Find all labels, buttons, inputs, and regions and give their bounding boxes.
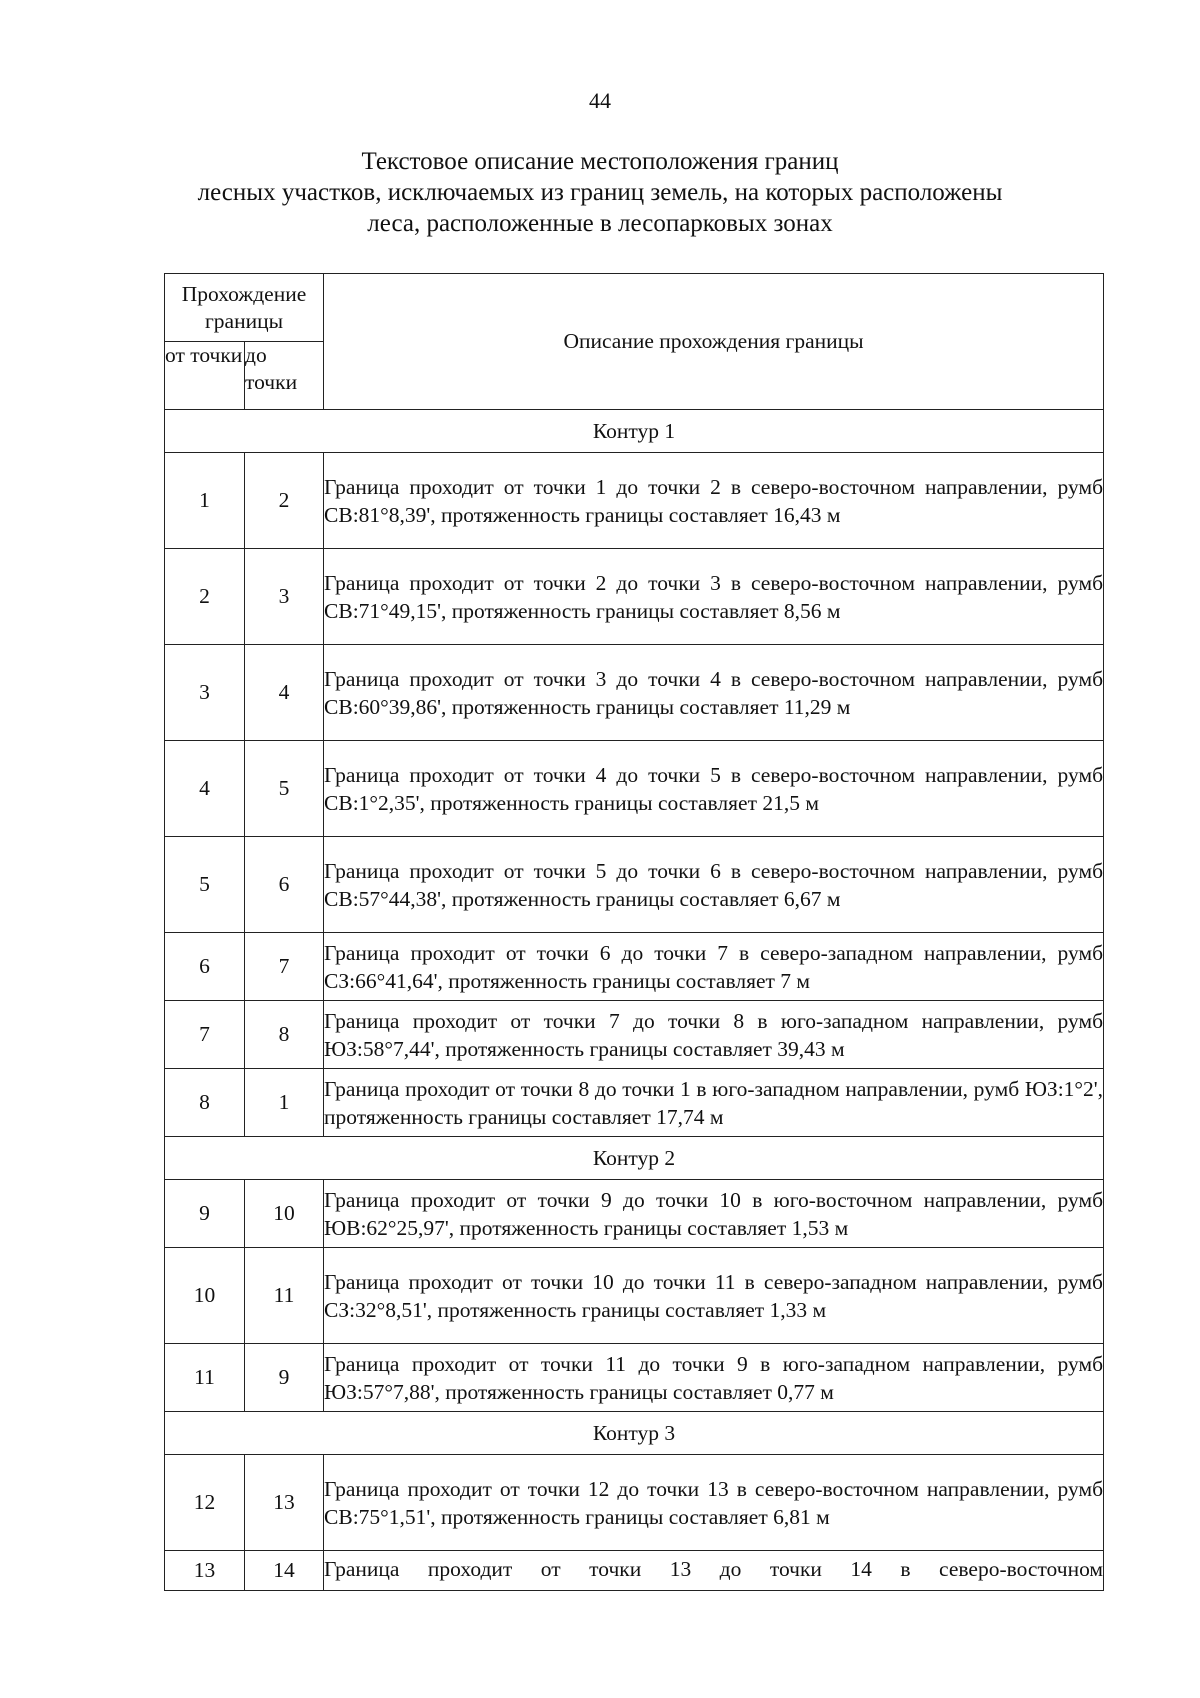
title-line-2: лесных участков, исключаемых из границ земель, на которых расположены <box>197 179 1003 206</box>
boundary-description: Граница проходит от точки 6 до точки 7 в северо-западном направлении, румб СЗ:66°41,64', протяженность границы составляет 7 м <box>324 933 1104 1001</box>
boundary-description: Граница проходит от точки 10 до точки 11 в северо-западном направлении, румб СЗ:32°8,51', протяженность границы составляет 1,33 м <box>324 1248 1104 1344</box>
from-point: 4 <box>165 741 245 837</box>
boundary-description: Граница проходит от точки 12 до точки 13 в северо-восточном направлении, румб СВ:75°1,51', протяженность границы составляет 6,81 м <box>324 1455 1104 1551</box>
from-point: 7 <box>165 1001 245 1069</box>
boundary-description: Граница проходит от точки 13 до точки 14 в северо-восточном <box>324 1551 1104 1591</box>
to-point: 2 <box>245 453 324 549</box>
header-description: Описание прохождения границы <box>324 274 1104 410</box>
title-line-1: Текстовое описание местоположения границ <box>361 148 839 175</box>
table-row <box>165 933 1104 1001</box>
header-row <box>165 274 1104 342</box>
to-point: 6 <box>245 837 324 933</box>
from-point: 9 <box>165 1180 245 1248</box>
from-point: 13 <box>165 1551 245 1591</box>
to-point: 3 <box>245 549 324 645</box>
table-row <box>165 741 1104 837</box>
boundary-description: Граница проходит от точки 4 до точки 5 в северо-восточном направлении, румб СВ:1°2,35', протяженность границы составляет 21,5 м <box>324 741 1104 837</box>
to-point: 4 <box>245 645 324 741</box>
to-point: 5 <box>245 741 324 837</box>
boundary-table <box>164 273 1104 1591</box>
from-point: 2 <box>165 549 245 645</box>
contour-row <box>165 1412 1104 1455</box>
boundary-description: Граница проходит от точки 5 до точки 6 в северо-восточном направлении, румб СВ:57°44,38', протяженность границы составляет 6,67 м <box>324 837 1104 933</box>
from-point: 1 <box>165 453 245 549</box>
boundary-description: Граница проходит от точки 1 до точки 2 в северо-восточном направлении, румб СВ:81°8,39', протяженность границы составляет 16,43 м <box>324 453 1104 549</box>
to-point: 1 <box>245 1069 324 1137</box>
table-row <box>165 1180 1104 1248</box>
title-line-3: леса, расположенные в лесопарковых зонах <box>367 210 833 237</box>
to-point: 11 <box>245 1248 324 1344</box>
contour-3-label: Контур 3 <box>165 1412 1104 1455</box>
table-row <box>165 1344 1104 1412</box>
from-point: 10 <box>165 1248 245 1344</box>
page-number: 44 <box>589 88 611 113</box>
table-row <box>165 837 1104 933</box>
to-point: 8 <box>245 1001 324 1069</box>
table-row <box>165 1248 1104 1344</box>
header-passage: Прохождение границы <box>165 274 324 342</box>
table-row <box>165 1551 1104 1591</box>
header-from: от точки <box>165 342 245 410</box>
document-title <box>0 146 1200 239</box>
table-row <box>165 1069 1104 1137</box>
from-point: 12 <box>165 1455 245 1551</box>
table-row <box>165 645 1104 741</box>
contour-row <box>165 410 1104 453</box>
boundary-description: Граница проходит от точки 7 до точки 8 в юго-западном направлении, румб ЮЗ:58°7,44', протяженность границы составляет 39,43 м <box>324 1001 1104 1069</box>
table-row <box>165 549 1104 645</box>
to-point: 10 <box>245 1180 324 1248</box>
contour-1-label: Контур 1 <box>165 410 1104 453</box>
from-point: 3 <box>165 645 245 741</box>
table-row <box>165 1001 1104 1069</box>
from-point: 11 <box>165 1344 245 1412</box>
table-row <box>165 453 1104 549</box>
boundary-description: Граница проходит от точки 3 до точки 4 в северо-восточном направлении, румб СВ:60°39,86', протяженность границы составляет 11,29 м <box>324 645 1104 741</box>
to-point: 9 <box>245 1344 324 1412</box>
boundary-description: Граница проходит от точки 2 до точки 3 в северо-восточном направлении, румб СВ:71°49,15', протяженность границы составляет 8,56 м <box>324 549 1104 645</box>
to-point: 14 <box>245 1551 324 1591</box>
boundary-description: Граница проходит от точки 8 до точки 1 в юго-западном направлении, румб ЮЗ:1°2', протяженность границы составляет 17,74 м <box>324 1069 1104 1137</box>
from-point: 6 <box>165 933 245 1001</box>
boundary-description: Граница проходит от точки 11 до точки 9 в юго-западном направлении, румб ЮЗ:57°7,88', протяженность границы составляет 0,77 м <box>324 1344 1104 1412</box>
from-point: 5 <box>165 837 245 933</box>
to-point: 7 <box>245 933 324 1001</box>
boundary-description: Граница проходит от точки 9 до точки 10 в юго-восточном направлении, румб ЮВ:62°25,97', протяженность границы составляет 1,53 м <box>324 1180 1104 1248</box>
table-row <box>165 1455 1104 1551</box>
header-to: до точки <box>245 342 324 410</box>
contour-2-label: Контур 2 <box>165 1137 1104 1180</box>
from-point: 8 <box>165 1069 245 1137</box>
to-point: 13 <box>245 1455 324 1551</box>
contour-row <box>165 1137 1104 1180</box>
